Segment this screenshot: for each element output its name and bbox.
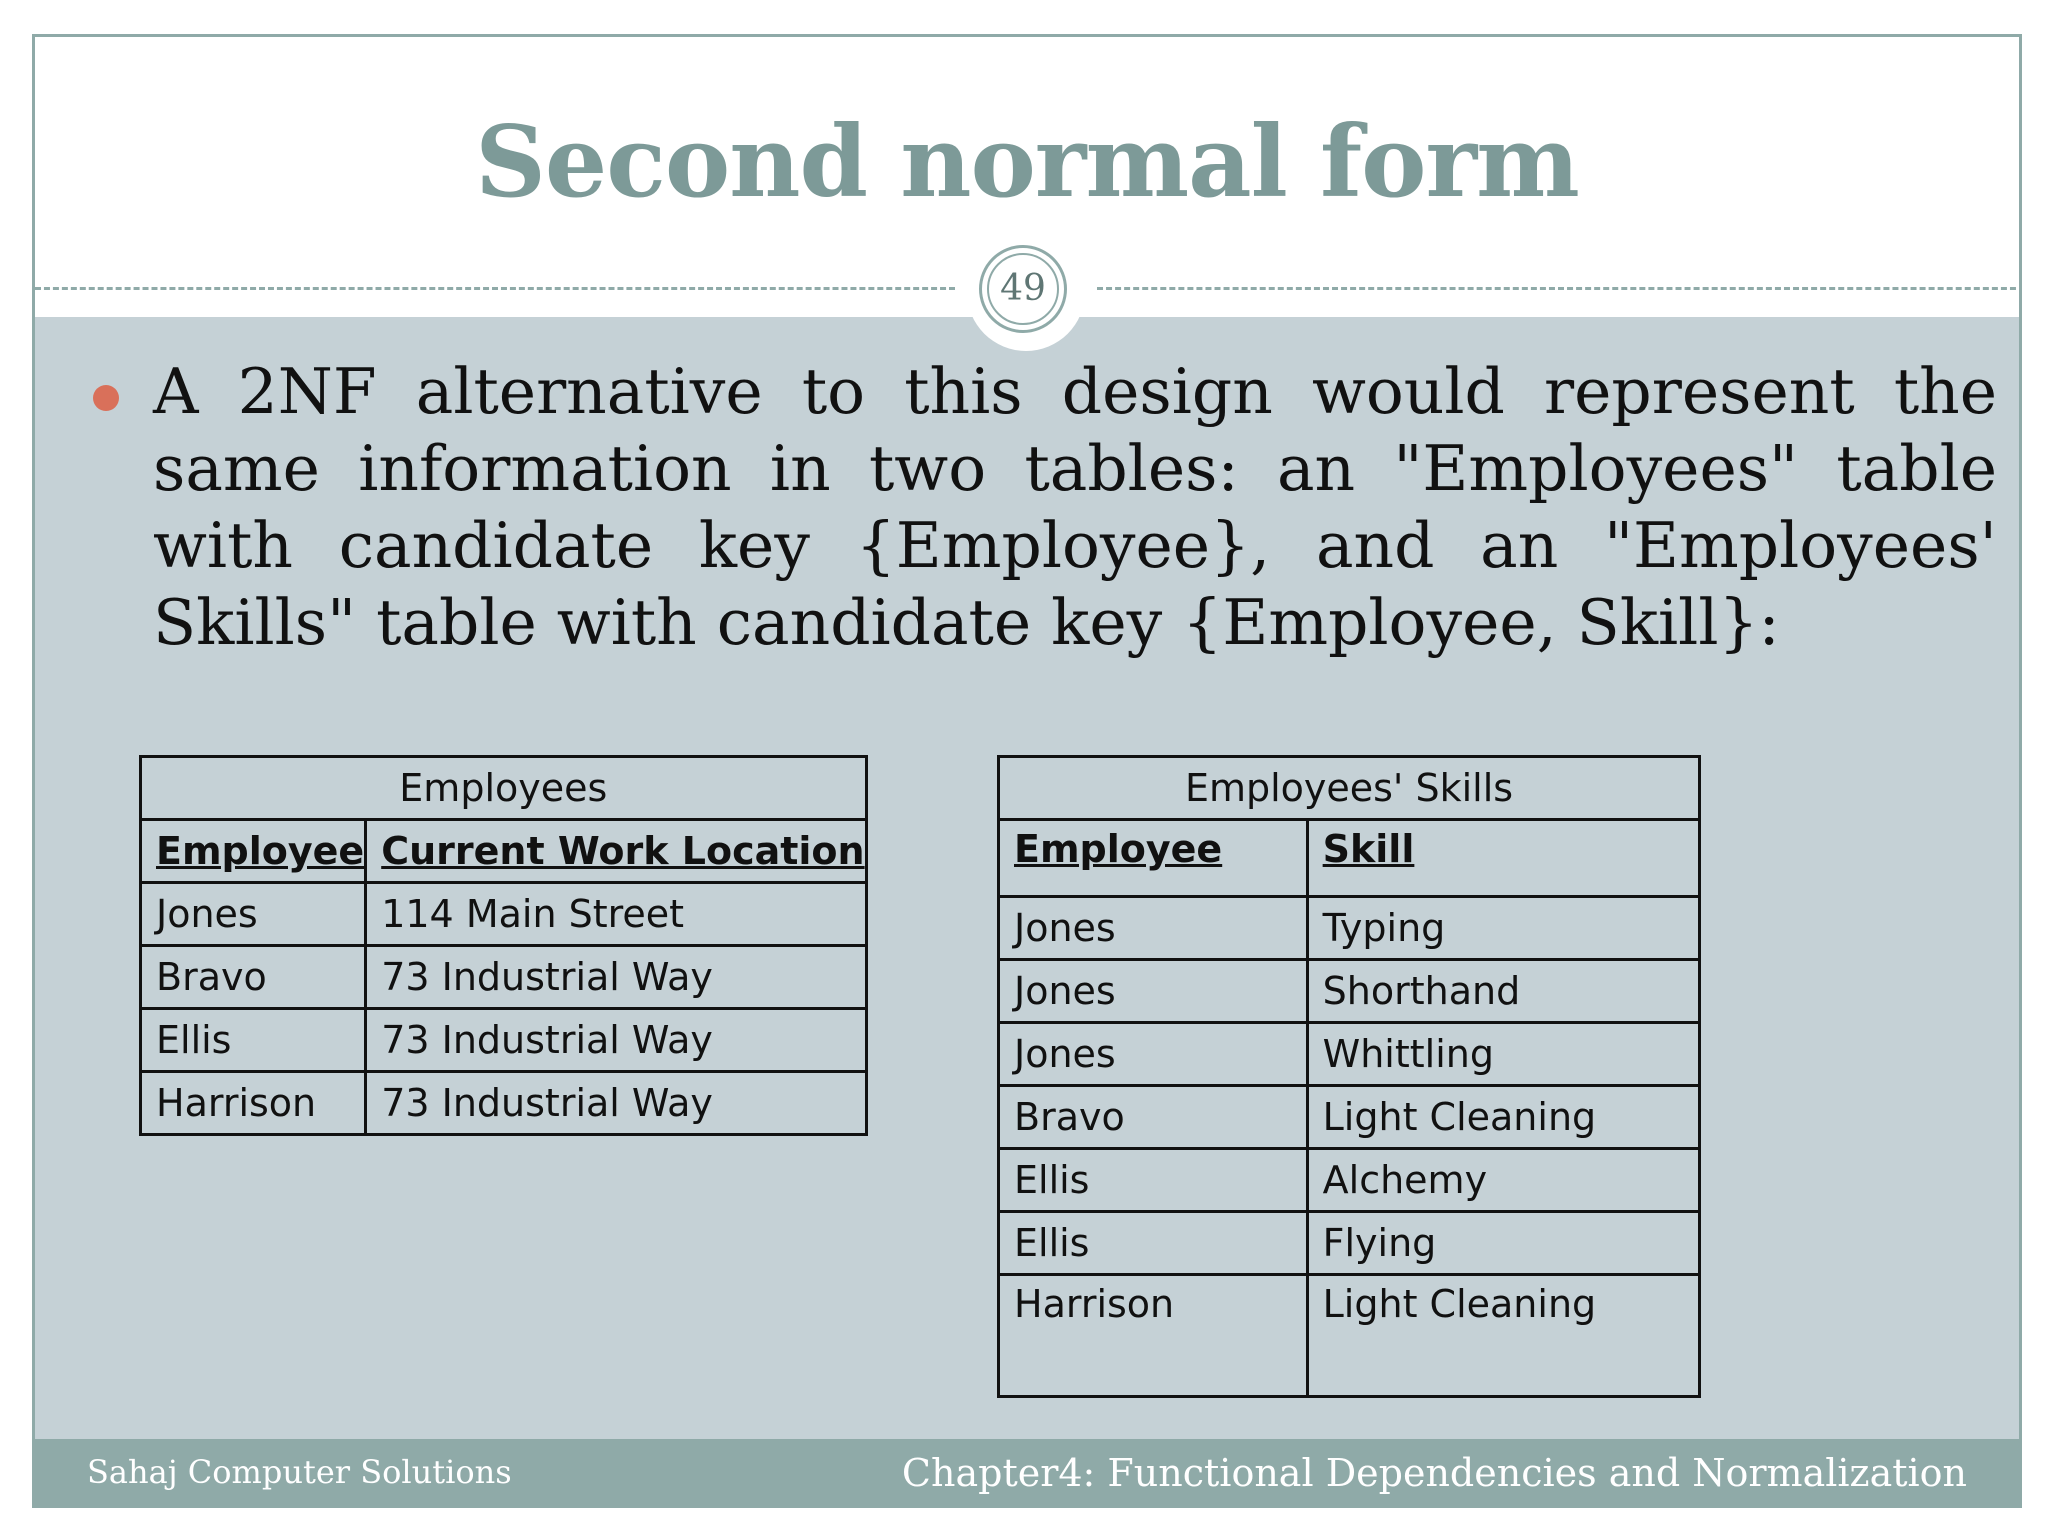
table-cell: Ellis — [141, 1009, 366, 1072]
table-cell: Jones — [999, 960, 1308, 1023]
table-cell: Jones — [999, 897, 1308, 960]
table-cell: 73 Industrial Way — [366, 1009, 866, 1072]
slide-footer — [35, 1439, 2019, 1508]
footer-organization: Sahaj Computer Solutions — [87, 1453, 512, 1491]
table-cell: Typing — [1307, 897, 1699, 960]
bullet-icon — [93, 385, 119, 411]
table-cell: Jones — [141, 883, 366, 946]
footer-chapter: Chapter4: Functional Dependencies and Normalization — [901, 1451, 1967, 1495]
slide-title: Second normal form — [475, 105, 1579, 220]
table-cell: 114 Main Street — [366, 883, 866, 946]
table-cell: Bravo — [141, 946, 366, 1009]
page-number: 49 — [987, 253, 1059, 325]
table-row — [999, 1275, 1700, 1397]
table-row — [141, 883, 867, 946]
table-cell: 73 Industrial Way — [366, 1072, 866, 1135]
table-header-row — [999, 820, 1700, 897]
table-row — [999, 897, 1700, 960]
table-row — [141, 946, 867, 1009]
table-cell: Harrison — [141, 1072, 366, 1135]
table-cell: Light Cleaning — [1307, 1086, 1699, 1149]
table-caption: Employees' Skills — [999, 757, 1700, 820]
table-cell: Whittling — [1307, 1023, 1699, 1086]
table-cell: 73 Industrial Way — [366, 946, 866, 1009]
table-cell: Bravo — [999, 1086, 1308, 1149]
table-cell: Ellis — [999, 1149, 1308, 1212]
table-row — [999, 1023, 1700, 1086]
employees-skills-table — [997, 755, 1701, 1398]
column-header: Employee — [141, 820, 366, 883]
page-number-badge — [967, 233, 1085, 351]
table-cell: Light Cleaning — [1307, 1275, 1699, 1397]
table-cell: Alchemy — [1307, 1149, 1699, 1212]
table-caption-row — [141, 757, 867, 820]
table-header-row — [141, 820, 867, 883]
table-caption-row — [999, 757, 1700, 820]
table-cell: Jones — [999, 1023, 1308, 1086]
column-header: Current Work Location — [366, 820, 866, 883]
slide — [32, 34, 2022, 1508]
employees-table — [139, 755, 868, 1136]
table-row — [999, 960, 1700, 1023]
bullet-text: A 2NF alternative to this design would represent the same information in two tables: an "Employees" table with candidate key {Employee}, and an "Employees' Skills" table with candidate key {Employee, Skill}: — [153, 355, 1997, 659]
page-number-ring — [979, 245, 1067, 333]
table-cell: Shorthand — [1307, 960, 1699, 1023]
column-header: Skill — [1307, 820, 1699, 897]
table-row — [999, 1086, 1700, 1149]
table-cell: Harrison — [999, 1275, 1308, 1397]
table-row — [999, 1149, 1700, 1212]
table-cell: Ellis — [999, 1212, 1308, 1275]
table-row — [141, 1072, 867, 1135]
header-divider-left — [35, 287, 955, 290]
header-divider-right — [1097, 287, 2022, 290]
table-row — [141, 1009, 867, 1072]
table-cell: Flying — [1307, 1212, 1699, 1275]
table-caption: Employees — [141, 757, 867, 820]
table-row — [999, 1212, 1700, 1275]
column-header: Employee — [999, 820, 1308, 897]
